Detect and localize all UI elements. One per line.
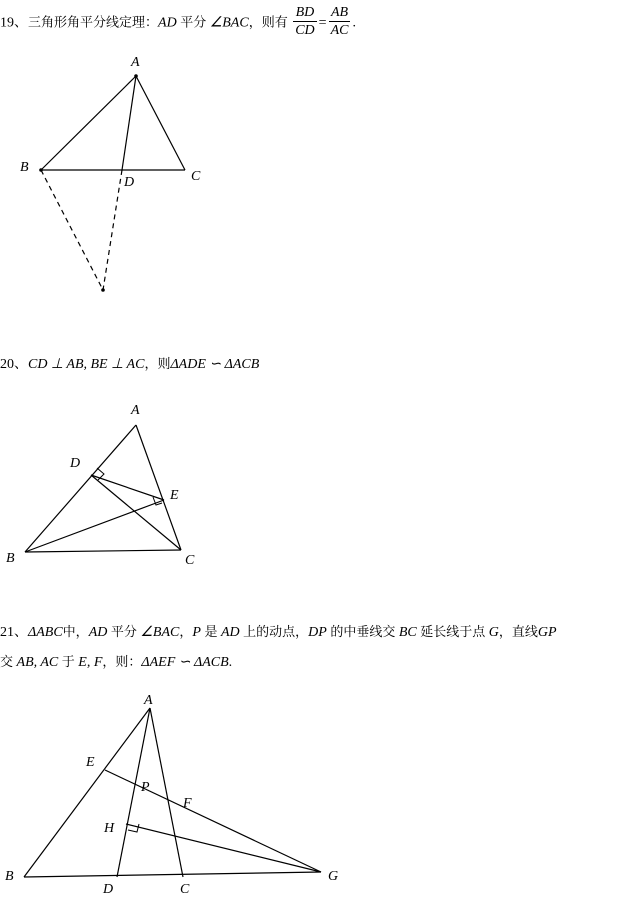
problem-21-ef: E, F	[78, 655, 103, 670]
problem-21-ad: AD	[88, 625, 108, 640]
problem-21-abac: AB, AC	[16, 655, 59, 670]
fraction-numerator: BD	[293, 4, 316, 22]
problem-21-then: ，则：	[102, 655, 142, 670]
segment-bg	[24, 872, 321, 877]
problem-21-is: 是	[204, 625, 218, 640]
problem-20-conclusion: ΔADE ∽ ΔACB	[170, 357, 260, 372]
segment-ab	[24, 708, 150, 877]
fraction-denominator: AC	[330, 23, 349, 38]
problem-21-triangle: ΔABC	[28, 625, 63, 640]
equals-sign: =	[318, 15, 327, 31]
label-c: C	[180, 882, 190, 897]
problem-19-number: 19、	[0, 15, 28, 31]
problem-21-p: P	[192, 625, 201, 640]
label-p: P	[141, 780, 150, 795]
fraction-numerator: AB	[329, 4, 351, 22]
problem-19-angle: ∠BAC	[209, 15, 249, 31]
problem-21-angle: ∠BAC	[140, 625, 180, 640]
problem-19-then: ，则有	[248, 15, 288, 31]
problem-20-condition: CD ⊥ AB, BE ⊥ AC	[28, 357, 145, 372]
problem-21-yu: 于	[61, 655, 75, 670]
label-a: A	[131, 55, 140, 70]
fraction-denominator: CD	[295, 23, 315, 38]
problem-21-bc: BC	[398, 625, 417, 640]
problem-21-dp: DP	[308, 625, 327, 640]
problem-20-then: ，则	[144, 357, 171, 372]
label-h: H	[104, 821, 115, 836]
problem-21-end: .	[228, 655, 233, 670]
label-b: B	[20, 160, 29, 175]
problem-19-bisect: 平分	[180, 15, 207, 31]
segment-eg	[105, 770, 321, 872]
problem-21-ext: 延长线于点	[420, 625, 486, 640]
problem-21-perp: 的中垂线交	[330, 625, 396, 640]
label-a: A	[144, 693, 153, 708]
segment-ac	[150, 708, 183, 877]
label-e: E	[86, 755, 95, 770]
problem-21-jiao: 交	[0, 655, 14, 670]
problem-21-g: G	[488, 625, 499, 640]
label-g: G	[328, 869, 339, 884]
label-e: E	[170, 488, 179, 503]
problem-20-number: 20、	[0, 357, 28, 372]
problem-21-moving: 上的动点，	[243, 625, 309, 640]
label-b: B	[5, 869, 14, 884]
segment-hg	[126, 824, 321, 872]
problem-21-line: ，直线	[498, 625, 538, 640]
label-d: D	[70, 456, 81, 471]
problem-19-intro: 三角形角平分线定理：	[28, 15, 159, 31]
problem-21-number: 21、	[0, 625, 28, 640]
problem-21-ad2: AD	[220, 625, 240, 640]
problem-21-text: 中，	[62, 625, 89, 640]
label-c: C	[191, 169, 201, 184]
label-c: C	[185, 553, 195, 568]
problem-19-ad: AD	[158, 15, 177, 31]
label-b: B	[6, 551, 15, 566]
problem-21-comma: ，	[179, 625, 193, 640]
label-a: A	[131, 403, 140, 418]
label-d: D	[124, 175, 135, 190]
problem-21-bisect: 平分	[110, 625, 137, 640]
label-d: D	[103, 882, 114, 897]
problem-21-gp: GP	[537, 625, 557, 640]
problem-19-end: .	[352, 15, 356, 31]
problem-21-conclusion: ΔAEF ∽ ΔACB	[141, 655, 229, 670]
label-f: F	[183, 796, 192, 811]
